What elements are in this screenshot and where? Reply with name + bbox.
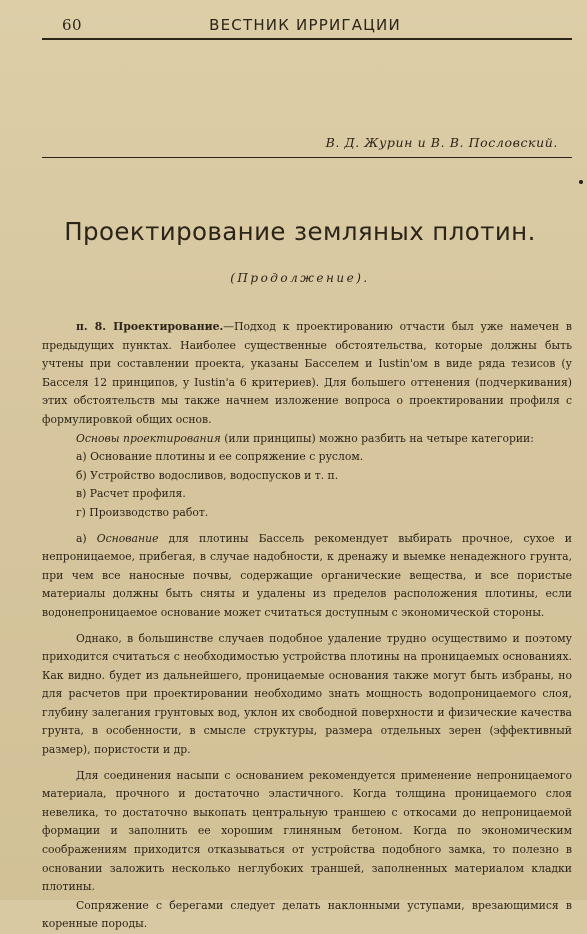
paragraph-foundation [42,530,572,623]
paragraph-banks: Сопряжение с берегами следует делать наклонными уступами, врезающимися в коренные породы. [42,898,572,931]
para-a-text: для плотины Бассель рекомендует выбирать прочное, сухое и непроницаемое, прибегая, в случае надобности, к дренажу и выемке ненадежного грунта, при чем все наносные почвы, содержащие органические вещества, и все пористые материалы должны быть сняты и удалены из пределов расположения плотины, если водонепроницаемое основание может считаться доступным с экономической стороны. [42,531,572,619]
spacer [42,523,572,530]
section-heading: п. 8. Проектирование. [76,320,224,333]
principles-text: (или принципы) можно разбить на четыре категории: [220,431,534,445]
journal-title: ВЕСТНИК ИРРИГАЦИИ [209,16,401,34]
scan-speck [579,180,583,184]
principles-label: Основы проектирования [76,431,221,445]
article-title: Проектирование земляных плотин. [64,217,536,246]
para-a-prefix: а) [76,531,97,545]
list-item: б) Устройство водосливов, водоспусков и т. п. [76,468,339,482]
header-rule [42,38,572,40]
paragraph-connection: Для соединения насыпи с основанием рекомендуется применение непроницаемого материала, прочного и достаточно эластичного. Когда толщина проницаемого слоя невелика, то достаточно выкопать центральную траншею с откосами до непроницаемой формации и заполнить ее хорошим глиняным бетоном. Когда по экономическим соображениям приходится отказываться от устройства подобного замка, то полезно в основании заложить несколько неглубоких траншей, заполненных материалом кладки плотины. [42,768,572,894]
page-number: 60 [62,16,83,34]
section-8-text: —Подход к проектированию отчасти был уже намечен в предыдущих пунктах. Наиболее существенные обстоятельства, которые должны быть учтены при составлении проекта, указаны Басселем и Iustin'ом в виде ряда тезисов (у Басселя 12 принципов, у Iustin'a 6 критериев). Для большего оттенения (подчеркивания) этих обстоятельств мы также начнем изложение вопроса о проектировании профиля с формулировкой общих основ. [42,320,572,426]
authors-line: В. Д. Журин и В. В. Пословский. [325,135,558,150]
paragraph-section-8 [42,318,572,430]
page-header [40,16,570,36]
paragraph-permeable: Однако, в большинстве случаев подобное удаление трудно осуществимо и поэтому приходится считаться с необходимостью устройства плотины на проницаемых основаниях. Как видно. будет из дальнейшего, проницаемые основания также могут быть избраны, но для расчетов при проектировании необходимо знать мощность водопроницаемого слоя, глубину залегания грунтовых вод, уклон их свободной поверхности и физические качества грунта, в особенности, в смысле структуры, размера отдельных зерен (эффективный размер), пористости и др. [42,631,572,757]
list-item: в) Расчет профиля. [76,487,186,501]
list-item: г) Производство работ. [76,505,209,519]
foundation-label: Основание [96,531,159,545]
article-subtitle: (Продолжение). [230,271,370,285]
spacer [42,760,572,767]
spacer [42,623,572,630]
authors-rule [42,157,572,158]
list-item: а) Основание плотины и ее сопряжение с руслом. [76,450,364,464]
article-body [42,318,572,934]
paragraph-principles [42,430,572,449]
